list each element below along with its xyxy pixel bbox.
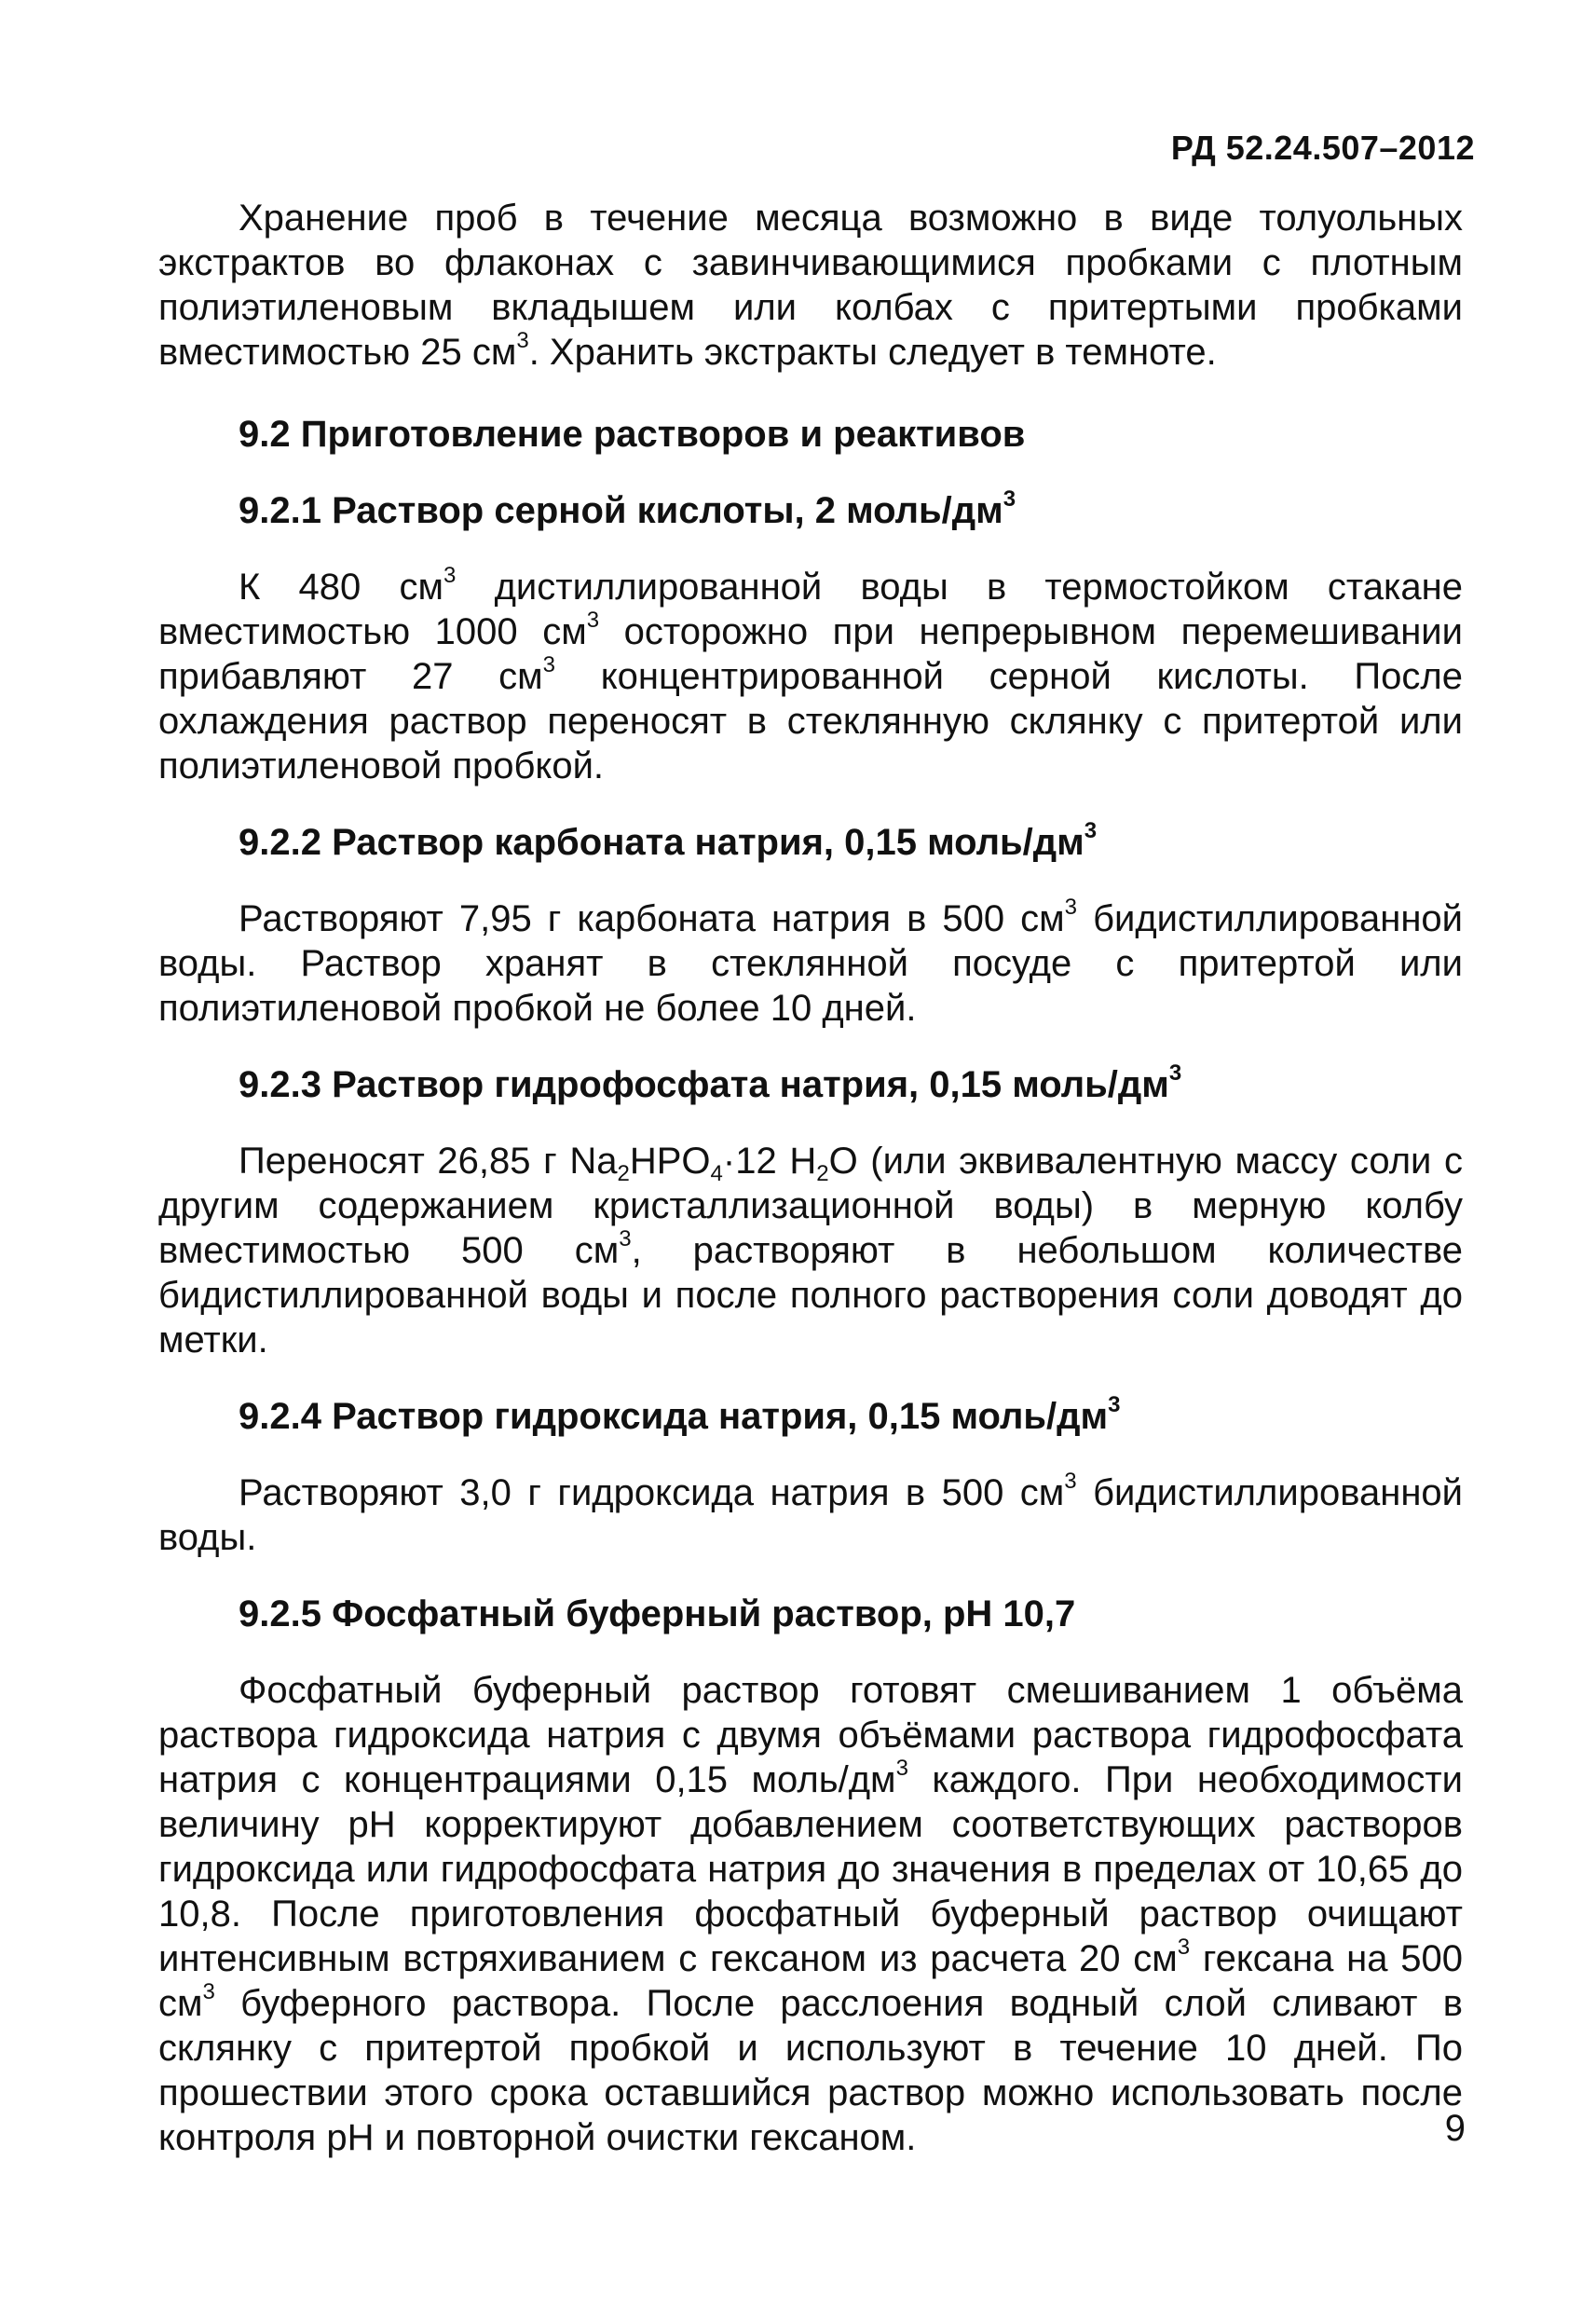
paragraph-9-2-3	[158, 1139, 1463, 1362]
superscript: 3	[1003, 486, 1016, 512]
superscript: 3	[1177, 1935, 1191, 1960]
superscript: 3	[1064, 895, 1078, 920]
heading-text: 9.2.4 Раствор гидроксида натрия, 0,15 моль/дм	[239, 1396, 1109, 1437]
superscript: 3	[1108, 1392, 1121, 1417]
section-heading-9-2-4	[158, 1394, 1463, 1439]
text-run: ·12 H	[722, 1141, 817, 1182]
superscript: 3	[586, 608, 600, 633]
text-run: бидистиллированной воды. Раствор хранят в стеклянной посуде с притертой или полиэтиленовой пробкой не более 10 дней.	[158, 898, 1463, 1029]
section-heading-9-2-1	[158, 488, 1463, 533]
page-number: 9	[1444, 2108, 1466, 2149]
paragraph-9-2-2	[158, 896, 1463, 1031]
text-run: каждого. При необходимости величину pH корректируют добавлением соответствующих растворов гидроксида или гидрофосфата натрия до значения в пределах от 10,65 до 10,8. После приготовления фосфатный буферный раствор очищают интенсивным встряхиванием с гексаном из расчета 20 см	[158, 1759, 1463, 1979]
text-run: дистиллированной воды в термостойком стакане вместимостью 1000 см	[158, 567, 1463, 652]
paragraph-storage	[158, 196, 1463, 375]
subscript: 2	[617, 1161, 630, 1186]
text-run: бидистиллированной воды.	[158, 1472, 1464, 1558]
superscript: 3	[542, 652, 555, 677]
text-run: O (или эквивалентную массу соли с другим содержанием кристаллизационной воды) в мерную колбу вместимостью 500 см	[158, 1141, 1464, 1271]
section-heading-9-2: 9.2 Приготовление растворов и реактивов	[239, 414, 1026, 455]
heading-text: 9.2.1 Раствор серной кислоты, 2 моль/дм	[239, 490, 1003, 531]
paragraph-9-2-5	[158, 1668, 1463, 2160]
text-run: осторожно при непрерывном перемешивании прибавляют 27 см	[158, 611, 1463, 697]
text-run: Фосфатный буферный раствор готовят смешиванием 1 объёма раствора гидроксида натрия с двумя объёмами раствора гидрофосфата натрия с концентрациями 0,15 моль/дм	[158, 1670, 1463, 1800]
superscript: 3	[619, 1226, 632, 1251]
heading-text: 9.2.3 Раствор гидрофосфата натрия, 0,15 моль/дм	[239, 1064, 1169, 1105]
text-run: Переносят 26,85 г Na	[239, 1141, 618, 1182]
paragraph-9-2-1	[158, 565, 1463, 788]
text-run: , растворяют в небольшом количестве бидистиллированной воды и после полного растворения соли доводят до метки.	[158, 1230, 1463, 1361]
section-heading-9-2-3	[158, 1062, 1463, 1107]
text-run: . Хранить экстракты следует в темноте.	[528, 332, 1217, 373]
superscript: 3	[1064, 1469, 1077, 1494]
section-heading-9-2-2	[158, 820, 1463, 865]
document-code: РД 52.24.507–2012	[1170, 129, 1475, 167]
text-run: HPO	[629, 1141, 711, 1182]
superscript: 3	[516, 328, 529, 353]
text-run: концентрированной серной кислоты. После охлаждения раствор переносят в стеклянную склянку с притертой или полиэтиленовой пробкой.	[158, 656, 1463, 786]
paragraph-9-2-4	[158, 1470, 1463, 1560]
section-heading-9-2-5: 9.2.5 Фосфатный буферный раствор, pH 10,7	[239, 1593, 1076, 1634]
superscript: 3	[1084, 818, 1098, 843]
document-body	[158, 196, 1463, 2160]
superscript: 3	[202, 1979, 215, 2004]
heading-text: 9.2.2 Раствор карбоната натрия, 0,15 моль/дм	[239, 822, 1084, 863]
subscript: 4	[710, 1161, 723, 1186]
text-run: гексана на 500 см	[158, 1938, 1463, 2024]
superscript: 3	[895, 1756, 908, 1781]
text-run: Хранение проб в течение месяца возможно в виде толуольных экстрактов во флаконах с завинчивающимися пробками с плотным полиэтиленовым вкладышем или колбах с притертыми пробками вместимостью 25 см	[158, 198, 1463, 373]
text-run: Растворяют 3,0 г гидроксида натрия в 500 см	[239, 1472, 1065, 1513]
text-run: К 480 см	[239, 567, 443, 608]
superscript: 3	[1168, 1060, 1182, 1086]
text-run: буферного раствора. После расслоения водный слой сливают в склянку с притертой пробкой и используют в течение 10 дней. По прошествии этого срока оставшийся раствор можно использовать после контроля pH и повторной очистки гексаном.	[158, 1983, 1463, 2158]
text-run: Растворяют 7,95 г карбоната натрия в 500 см	[239, 898, 1065, 939]
superscript: 3	[443, 563, 457, 588]
subscript: 2	[816, 1161, 829, 1186]
